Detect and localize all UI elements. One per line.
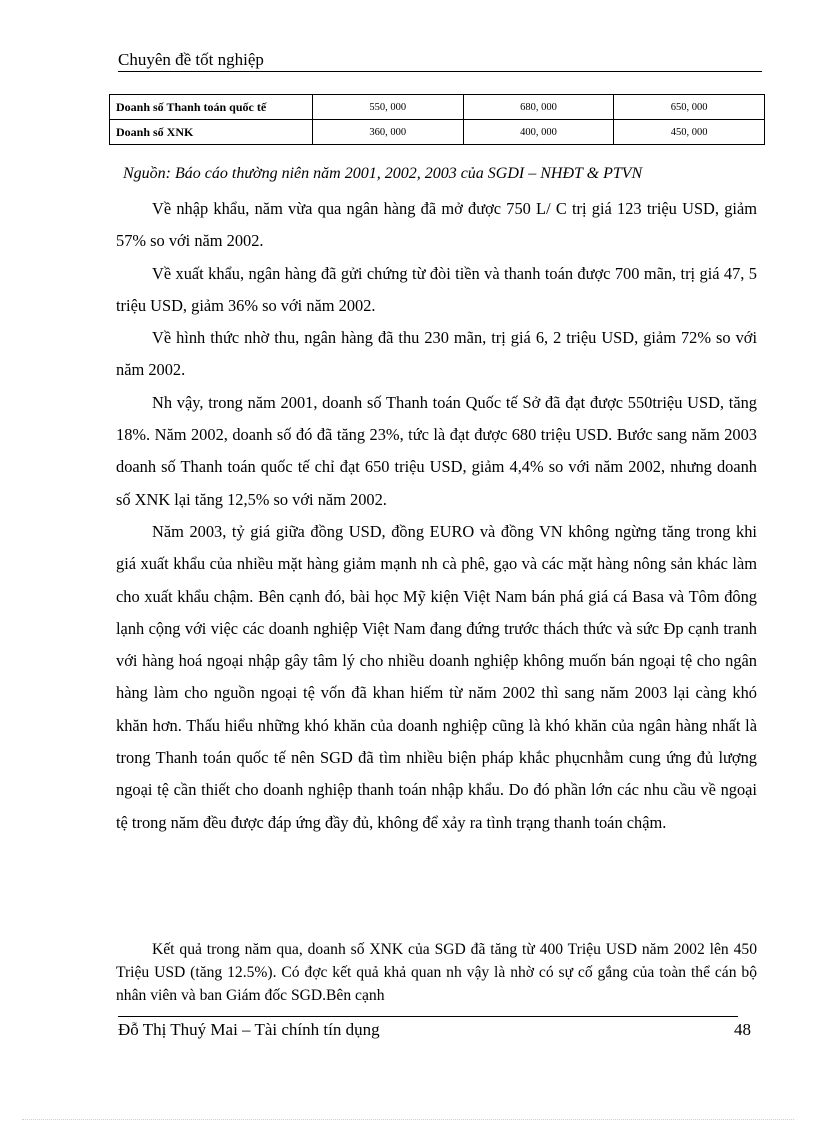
body-text (116, 193, 757, 839)
paragraph: Về xuất khẩu, ngân hàng đã gửi chứng từ đòi tiền và thanh toán được 700 mãn, trị giá 47, 5 triệu USD, giảm 36% so với năm 2002. (116, 263, 757, 315)
paragraph: Nh vậy, trong năm 2001, doanh số Thanh toán Quốc tế Sở đã đạt được 550triệu USD, tăng 18%. Năm 2002, doanh số đó đã tăng 23%, tức là đạt được 680 triệu USD. Bước sang năm 2003 doanh số Thanh toán quốc tế chỉ đạt 650 triệu USD, giảm 4,4% so với năm 2002, nhưng doanh số XNK lại tăng 12,5% so với năm 2002. (116, 392, 757, 509)
stats-table (109, 94, 765, 145)
table-row (110, 95, 765, 120)
footer-rule (118, 1016, 738, 1017)
row-label: Doanh số Thanh toán quốc tế (110, 95, 313, 120)
paragraph: Về hình thức nhờ thu, ngân hàng đã thu 230 mãn, trị giá 6, 2 triệu USD, giảm 72% so với năm 2002. (116, 328, 757, 380)
footer-author: Đỗ Thị Thuý Mai – Tài chính tín dụng (118, 1020, 380, 1039)
header-rule (118, 71, 762, 72)
row-label: Doanh số XNK (110, 120, 313, 145)
table-cell: 650, 000 (614, 95, 765, 120)
table-cell: 360, 000 (312, 120, 463, 145)
header-title: Chuyên đề tốt nghiệp (118, 50, 264, 69)
source-caption: Nguồn: Báo cáo thường niên năm 2001, 2002, 2003 của SGDI – NHĐT & PTVN (123, 165, 643, 182)
paragraph: Năm 2003, tỷ giá giữa đồng USD, đồng EURO và đồng VN không ngừng tăng trong khi giá xuất khẩu của nhiều mặt hàng giảm mạnh nh cà phê, gạo và các mặt hàng nông sản khác làm cho xuất khẩu chậm. Bên cạnh đó, bài học Mỹ kiện Việt Nam bán phá giá cá Basa và Tôm đông lạnh cộng với việc các doanh nghiệp Việt Nam đang đứng trước thách thức và sức Đp cạnh tranh với hàng hoá ngoại nhập gây tâm lý cho nhiều doanh nghiệp không muốn bán ngoại tệ cho ngân hàng làm cho nguồn ngoại tệ vốn đã khan hiếm từ năm 2002 thì sang năm 2003 lại càng khó khăn hơn. Thấu hiểu những khó khăn của doanh nghiệp cũng là khó khăn của ngân hàng nhất là trong Thanh toán quốc tế nên SGD đã tìm nhiều biện pháp khắc phụcnhằm cung ứng đủ lượng ngoại tệ cần thiết cho doanh nghiệp thanh toán nhập khẩu. Do đó phần lớn các nhu cầu về ngoại tệ trong năm đều được đáp ứng đầy đủ, không để xảy ra tình trạng thanh toán chậm. (116, 521, 757, 832)
paragraph: Kết quả trong năm qua, doanh số XNK của SGD đã tăng từ 400 Triệu USD năm 2002 lên 450 Triệu USD (tăng 12.5%). Có đợc kết quả khả quan nh vậy là nhờ có sự cố gắng của toàn thể cán bộ nhân viên và ban Giám đốc SGD.Bên cạnh (116, 941, 757, 1004)
page-bottom-divider (22, 1119, 794, 1120)
closing-paragraph-block (116, 938, 757, 1007)
table-row (110, 120, 765, 145)
table-cell: 680, 000 (463, 95, 614, 120)
table-cell: 400, 000 (463, 120, 614, 145)
table-cell: 450, 000 (614, 120, 765, 145)
page-number: 48 (734, 1020, 751, 1039)
paragraph: Về nhập khẩu, năm vừa qua ngân hàng đã mở được 750 L/ C trị giá 123 triệu USD, giảm 57% so với năm 2002. (116, 199, 757, 251)
table-cell: 550, 000 (312, 95, 463, 120)
